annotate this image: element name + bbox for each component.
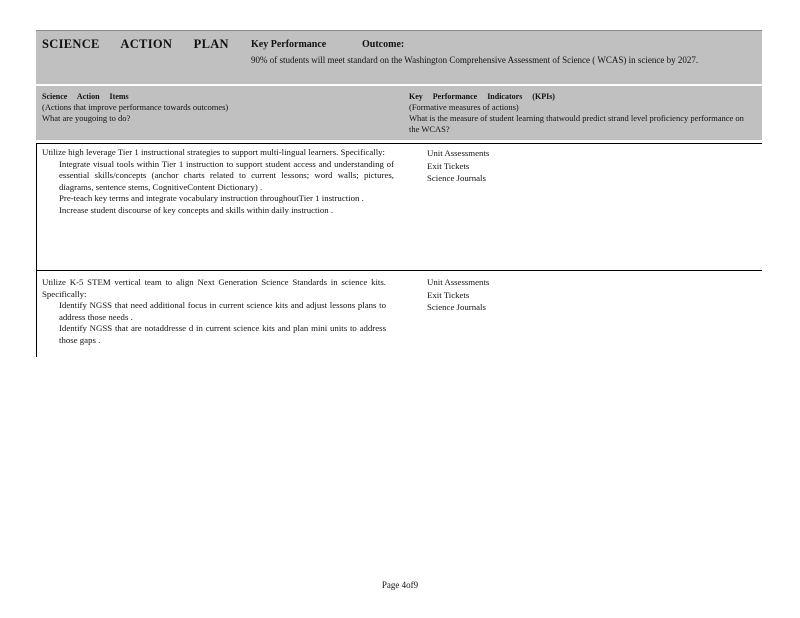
bullet-icon [409,161,427,173]
left-column-title: Science Action Items [42,92,129,101]
list-item: Exit Tickets [409,290,609,302]
list-item: Increase student discourse of key concepts and skills within daily instruction . [42,205,394,217]
left-border [36,143,37,357]
right-column-header [409,91,749,135]
bullet-icon [42,159,59,194]
right-column-subtitle: (Formative measures of actions) [409,102,519,112]
kpi-list [409,277,609,315]
action-item-intro: Utilize high leverage Tier 1 instructional strategies to support multi-lingual learners. Specifically: [42,147,385,157]
bullet-icon [42,323,59,346]
bullet-icon [409,277,427,289]
list-item: Pre-teach key terms and integrate vocabulary instruction throughoutTier 1 instruction . [42,193,394,205]
action-item-intro: Utilize K-5 STEM vertical team to align Next Generation Science Standards in science kits. Specifically: [42,277,386,299]
bullet-icon [42,300,59,323]
left-column-question: What are yougoing to do? [42,113,131,123]
outcome-text: 90% of students will meet standard on the Washington Comprehensive Assessment of Science ( WCAS) in science by 2027. [251,55,699,65]
list-item: Science Journals [409,302,609,314]
key-performance-label: Key Performance [251,39,327,50]
list-item: Science Journals [409,173,609,185]
table-row [42,147,394,216]
list-item: Exit Tickets [409,161,609,173]
list-item: Unit Assessments [409,277,609,289]
bullet-icon [409,290,427,302]
kpi-list [409,148,609,186]
bullet-icon [42,205,59,217]
bullet-icon [409,148,427,160]
list-item: Integrate visual tools within Tier 1 instruction to support student access and understanding of essential skills/concepts (anchor charts related to current lessons; word walls; pictures, diagrams, sentence stems, CognitiveContent Dictionary) . [42,159,394,194]
left-column-header [42,91,392,124]
left-column-subtitle: (Actions that improve performance towards outcomes) [42,102,229,112]
page-number: Page 4of9 [381,580,419,590]
row-divider [36,270,762,271]
row-divider [36,143,762,144]
right-column-title: Key Performance Indicators (KPIs) [409,92,555,101]
outcome-label: Outcome: [362,39,405,50]
list-item: Identify NGSS that need additional focus in current science kits and adjust lessons plans to address those needs . [42,300,386,323]
page-title: SCIENCE ACTION PLAN [42,37,229,51]
right-column-question: What is the measure of student learning thatwould predict strand level proficiency performance on the WCAS? [409,113,744,134]
bullet-icon [409,302,427,314]
list-item: Unit Assessments [409,148,609,160]
table-row [42,277,386,346]
bullet-icon [409,173,427,185]
bullet-icon [42,193,59,205]
list-item: Identify NGSS that are notaddresse d in current science kits and plan mini units to address those gaps . [42,323,386,346]
